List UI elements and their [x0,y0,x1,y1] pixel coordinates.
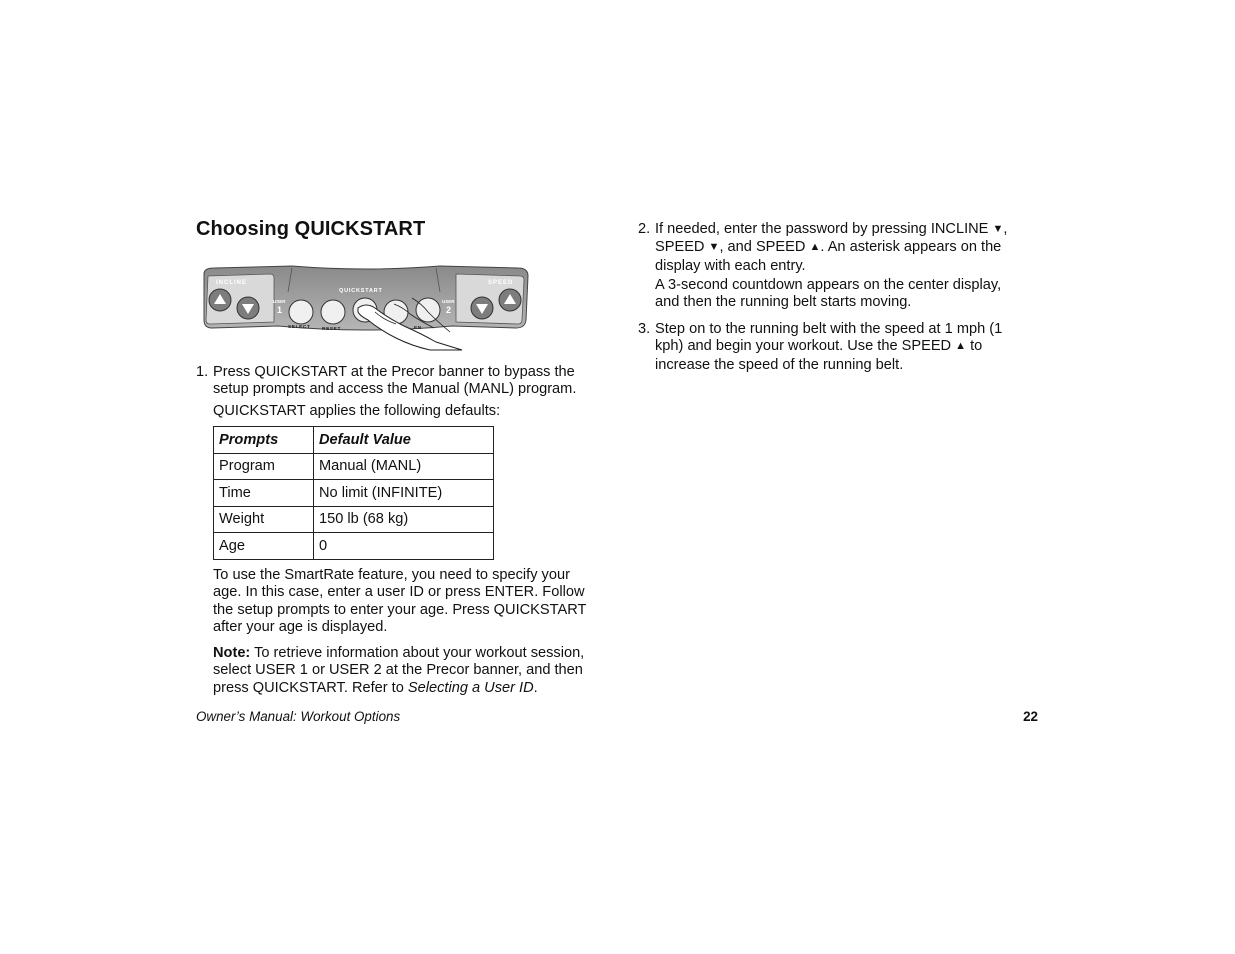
up-triangle-icon: ▲ [955,340,967,353]
user2-button[interactable] [416,298,440,322]
value-cell: 150 lb (68 kg) [314,506,494,533]
step-2-number: 2. [638,221,651,237]
incline-label: INCLINE [216,280,247,286]
user2-number: 2 [446,305,452,315]
table-row [214,506,494,533]
step-3-number: 3. [638,321,651,337]
step-1-text: Press QUICKSTART at the Precor banner to bypass the setup prompts and access the Manual (MANL) program. [213,364,577,398]
incline-up-button[interactable] [209,289,231,311]
step-2-part-b: , SPEED [655,221,1008,256]
prompt-cell: Weight [214,506,314,533]
smartrate-paragraph: To use the SmartRate feature, you need to specify your age. In this case, enter a user ID or press ENTER. Follow the setup prompts to enter your age. Press QUICKSTART after your age is displayed. [213,567,587,636]
step-3 [638,321,1028,374]
console-illustration [200,262,530,352]
prompt-cell: Age [214,533,314,560]
down-triangle-icon: ▼ [708,241,720,254]
defaults-intro: QUICKSTART applies the following defaults: [213,403,501,419]
speed-label: SPEED [488,280,514,286]
header-default-value: Default Value [314,427,494,454]
value-cell: Manual (MANL) [314,453,494,480]
up-triangle-icon: ▲ [809,241,821,254]
table-header-row [214,427,494,454]
table-row [214,453,494,480]
reset-button[interactable] [321,300,345,324]
step-2-subtext: A 3-second countdown appears on the center display, and then the running belt starts moving. [655,277,1002,311]
step-3-part-b: to increase the speed of the running belt. [655,338,983,373]
step-1 [196,364,596,399]
select-label: SELECT [288,325,311,330]
speed-up-button[interactable] [499,289,521,311]
user1-select-button[interactable] [289,300,313,324]
step-3-part-a: Step on to the running belt with the speed at 1 mph (1 kph) and begin your workout. Use the SPEED [655,321,1003,355]
incline-down-button[interactable] [237,297,259,319]
step-2-part-c: , and SPEED [719,239,806,256]
step-2-text [655,221,1028,275]
speed-down-button[interactable] [471,297,493,319]
user1-number: 1 [277,305,283,315]
page-number: 22 [1023,709,1038,724]
step-2-part-d: . An asterisk appears on the display with each entry. [655,239,1002,274]
user1-label: USER [273,299,286,304]
quickstart-label: QUICKSTART [339,288,383,294]
note-text: To retrieve information about your workout session, select USER 1 or USER 2 at the Precor banner, and then press QUICKSTART. Refer to [213,645,585,696]
value-cell: No limit (INFINITE) [314,480,494,507]
defaults-table [213,426,494,560]
note-reference: Selecting a User ID [407,679,534,696]
step-1-number: 1. [196,364,209,380]
note-end: . [533,679,538,696]
step-2-part-a: If needed, enter the password by pressing INCLINE [655,221,989,237]
step-3-text [655,321,1028,374]
user2-label: USER [442,299,455,304]
note-paragraph [213,645,597,697]
header-prompts: Prompts [214,427,314,454]
footer-manual-title: Owner’s Manual: Workout Options [196,709,401,724]
note-label: Note: [213,645,251,661]
table-row [214,533,494,560]
value-cell: 0 [314,533,494,560]
reset-label: RESET [322,327,341,332]
prompt-cell: Program [214,453,314,480]
table-row [214,480,494,507]
prompt-cell: Time [214,480,314,507]
down-triangle-icon: ▼ [992,223,1004,235]
section-heading: Choosing QUICKSTART [196,218,426,240]
enter-label: EN [414,326,422,331]
step-2 [638,221,1028,275]
